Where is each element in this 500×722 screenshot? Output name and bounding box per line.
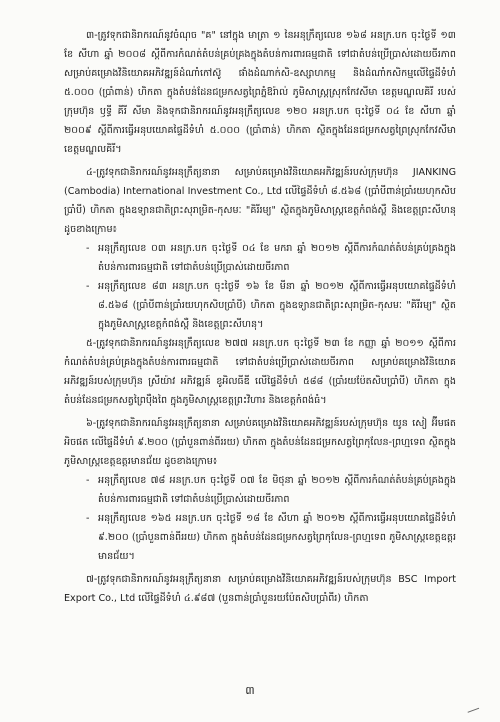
paragraph-5 xyxy=(64,334,456,410)
bullet-item: - អនុក្រឹត្យលេខ ៨៣ អនក្រ.បក ចុះថ្ងៃទី ១៦ ខែ មីនា ឆ្នាំ ២០១២ ស្តីពីការធ្វើអនុបយោគផ្ទៃដីទំហំ ៨.៥៦៨ (ប្រាំបីពាន់ប្រាំរយហុកសិបប្រាំបី) ហិកតា ក្នុងឧទ្យានជាតិព្រះសុរាម្រិត-កុសមៈ "គិរីរម្យ" ស្ថិតក្នុងភូមិសាស្ត្រខេត្តកំពង់ស្ពឺ និងខេត្តព្រះសីហនុ។ xyxy=(98,277,456,334)
paragraph-6 xyxy=(64,414,456,471)
paragraph-text: ៦-ត្រូវទុកជានិរាករណ៍នូវអនុក្រឹត្យនានា សម្រាប់គម្រោងវិនិយោគអភិវឌ្ឍន៍របស់ក្រុមហ៊ុន យូន សៀ អ៊ីមផត អិចផត លើផ្ទៃដីទំហំ ៩.២០០ (ប្រាំបួនពាន់ពីររយ) ហិកតា ក្នុងតំបន់ដែនជម្រកសត្វព្រៃកុលែន-ព្រហ្មទេព ស្ថិតក្នុងភូមិសាស្ត្រខេត្តឧត្តរមានជ័យ ដូចខាងក្រោម៖ xyxy=(64,418,456,467)
paragraph-text: ៧-ត្រូវទុកជានិរាករណ៍នូវអនុក្រឹត្យនានា សម្រាប់គម្រោងវិនិយោគអភិវឌ្ឍន៍របស់ក្រុមហ៊ុន BSC Import Export Co., Ltd លើផ្ទៃដីទំហំ ៤.៩៨៧ (បួនពាន់ប្រាំបួនរយប៉ែតសិបប្រាំពីរ) ហិកតា xyxy=(64,574,456,604)
paragraph-4 xyxy=(64,163,456,239)
paragraph-text: ៥-ត្រូវទុកជានិរាករណ៍នូវអនុក្រឹត្យលេខ ២៧៧ អនក្រ.បក ចុះថ្ងៃទី ២៣ ខែ កញ្ញា ឆ្នាំ ២០១១ ស្តីពីការកំណត់តំបន់គ្រប់គ្រងក្នុងតំបន់ការពារធម្មជាតិ ទៅជាតំបន់ប្រើប្រាស់ដោយចីរភាព សម្រាប់គម្រោងវិនិយោគអភិវឌ្ឍន៍របស់ក្រុមហ៊ុន ស្រីយ៉ាវ អភិវឌ្ឍន៍ ខូអិលធីឌី លើផ្ទៃដីទំហំ ៥៨៨ (ប្រាំរយប៉ែតសិបប្រាំបី) ហិកតា ក្នុងតំបន់ដែនជម្រកសត្វព្រៃប៉ឺងពៃ ក្នុងភូមិសាស្ត្រខេត្តព្រះវិហារ និងខេត្តកំពង់ធំ។ xyxy=(64,338,456,406)
paragraph-text: ៤-ត្រូវទុកជានិរាករណ៍នូវអនុក្រឹត្យនានា សម្រាប់គម្រោងវិនិយោគអភិវឌ្ឍន៍របស់ក្រុមហ៊ុន JIANKING (Cambodia) International Investment Co., Ltd លើផ្ទៃដីទំហំ ៨.៥៦៨ (ប្រាំបីពាន់ប្រាំរយហុកសិបប្រាំបី) ហិកតា ក្នុងឧទ្យានជាតិព្រះសុរាម្រិត-កុសមៈ "គិរីរម្យ" ស្ថិតក្នុងភូមិសាស្ត្រខេត្តកំពង់ស្ពឺ និងខេត្តព្រះសីហនុ ដូចខាងក្រោម៖ xyxy=(64,167,456,235)
bullet-item: - អនុក្រឹត្យលេខ ១៦៥ អនក្រ.បក ចុះថ្ងៃទី ១៨ ខែ សីហា ឆ្នាំ ២០១២ ស្តីពីការធ្វើអនុបយោគផ្ទៃដីទំហំ ៩.២០០ (ប្រាំបួនពាន់ពីររយ) ហិកតា ក្នុងតំបន់ដែនជម្រកសត្វព្រៃកុលែន-ព្រហ្មទេព ភូមិសាស្ត្រខេត្តឧត្តរមានជ័យ។ xyxy=(98,509,456,566)
bullet-item: - អនុក្រឹត្យលេខ ០៣ អនក្រ.បក ចុះថ្ងៃទី ០៤ ខែ មករា ឆ្នាំ ២០១២ ស្តីពីការកំណត់តំបន់គ្រប់គ្រងក្នុងតំបន់ការពារធម្មជាតិ ទៅជាតំបន់ប្រើប្រាស់ដោយចីរភាព xyxy=(98,239,456,277)
paragraph-7 xyxy=(64,570,456,608)
page-number: ៣ xyxy=(245,684,255,697)
paragraph-3 xyxy=(64,26,456,159)
paragraph-text: ៣-ត្រូវទុកជានិរាករណ៍នូវចំណុច "គ" នៅក្នុង មាត្រា ១ នៃអនុក្រឹត្យលេខ ១៦៨ អនក្រ.បក ចុះថ្ងៃទី ១៣ ខែ សីហា ឆ្នាំ ២០០៨ ស្តីពីការកំណត់តំបន់គ្រប់គ្រងក្នុងតំបន់ការពារធម្មជាតិ ទៅជាតំបន់ប្រើប្រាស់ដោយចីរភាព សម្រាប់គម្រោងវិនិយោគអភិវឌ្ឍន៍ដំណាំកៅស៊ូ ផាំងដំណាក់សិ-ឧស្សាហកម្ម និងដំណាំកសិកម្មលើផ្ទៃដីទំហំ ៥.០០០ (ប្រាំពាន់) ហិកតា ក្នុងតំបន់ដែនជម្រកសត្វព្រៃភ្នំឱរ៉ាល់ ភូមិសាស្ត្រស្រុកកែវសីមា ខេត្តមណ្ឌលគិរី របស់ក្រុមហ៊ុន ឫទ្ធី គីរី សីមា និងទុកជានិរាករណ៍នូវអនុក្រឹត្យលេខ ១២០ អនក្រ.បក ចុះថ្ងៃទី ០៤ ខែ សីហា ឆ្នាំ ២០០៩ ស្តីពីការធ្វើអនុបយោគផ្ទៃដីទំហំ ៥.០០០ (ប្រាំពាន់) ហិកតា ស្ថិតក្នុងដែនជម្រកសត្វព្រៃស្រុកកែវសីមា ខេត្តមណ្ឌលគិរី។ xyxy=(64,30,456,155)
bullet-item: - អនុក្រឹត្យលេខ ៧៨ អនក្រ.បក ចុះថ្ងៃទី ០៧ ខែ មិថុនា ឆ្នាំ ២០១២ ស្តីពីការកំណត់តំបន់គ្រប់គ្រងក្នុងតំបន់ការពារធម្មជាតិ ទៅជាតំបន់ប្រើប្រាស់ដោយចីរភាព xyxy=(98,471,456,509)
